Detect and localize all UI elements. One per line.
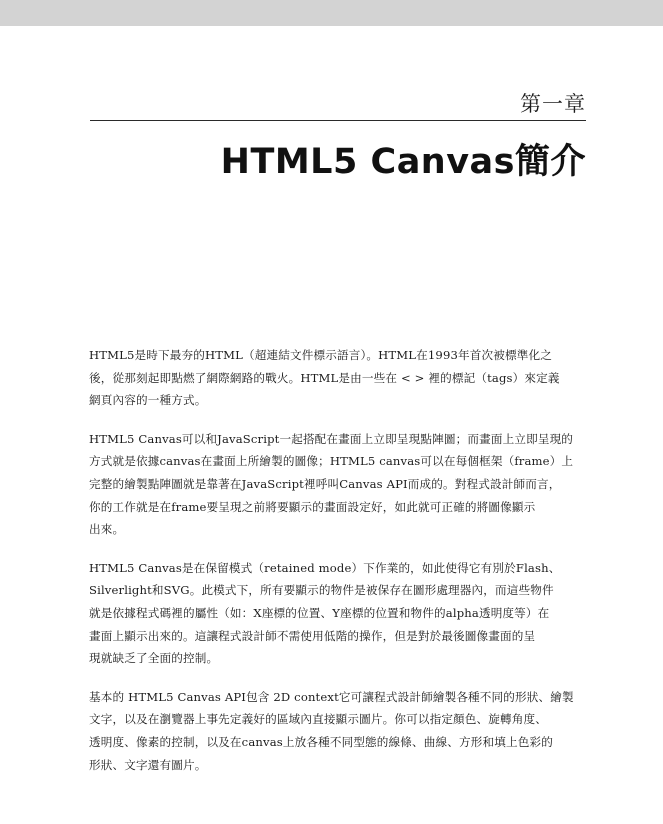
- body-text: [89, 344, 587, 792]
- text-line: 透明度、像素的控制，以及在canvas上放各種不同型態的線條、曲線、方形和填上色彩的: [89, 734, 553, 749]
- chapter-divider: [90, 120, 586, 121]
- text-line: 出來。: [89, 522, 125, 537]
- text-line: HTML5 Canvas可以和JavaScript一起搭配在畫面上立即呈現點陣圖；而畫面上立即呈現的: [89, 431, 574, 446]
- paragraph-retained-mode: [89, 557, 587, 670]
- text-line: 後，從那刻起即點燃了網際網路的戰火。HTML是由一些在 < > 裡的標記（tags）來定義: [89, 370, 560, 385]
- text-line: 完整的繪製點陣圖就是靠著在JavaScript裡呼叫Canvas API而成的。對程式設計師而言，: [89, 476, 561, 491]
- text-line: 文字，以及在瀏覽器上事先定義好的區域內直接顯示圖片。你可以指定顏色、旋轉角度、: [89, 712, 548, 727]
- top-gray-band: [0, 0, 663, 26]
- text-line: HTML5是時下最夯的HTML（超連結文件標示語言）。HTML在1993年首次被標準化之: [89, 348, 552, 362]
- text-line: 就是依據程式碼裡的屬性（如：X座標的位置、Y座標的位置和物件的alpha透明度等）在: [89, 605, 550, 620]
- paragraph-canvas-api: [89, 686, 587, 776]
- text-line: 方式就是依據canvas在畫面上所繪製的圖像；HTML5 canvas可以在每個框架（frame）上: [89, 454, 574, 469]
- text-line: 形狀、文字還有圖片。: [89, 757, 207, 772]
- text-line: Silverlight和SVG。此模式下，所有要顯示的物件是被保存在圖形處理器內，而這些物件: [89, 583, 554, 598]
- text-line: HTML5 Canvas是在保留模式（retained mode）下作業的，如此使得它有別於Flash、: [89, 560, 561, 575]
- paragraph-html5-intro: [89, 344, 587, 412]
- text-line: 你的工作就是在frame要呈現之前將要顯示的畫面設定好，如此就可正確的將圖像顯示: [89, 499, 536, 514]
- text-line: 基本的 HTML5 Canvas API包含 2D context它可讓程式設計師繪製各種不同的形狀、繪製: [89, 689, 574, 704]
- chapter-number: 第一章: [520, 92, 586, 116]
- text-line: 現就缺乏了全面的控制。: [89, 651, 219, 666]
- chapter-title: HTML5 Canvas簡介: [220, 142, 586, 182]
- text-line: 網頁內容的一種方式。: [89, 393, 207, 408]
- paragraph-canvas-javascript: [89, 428, 587, 541]
- text-line: 畫面上顯示出來的。這讓程式設計師不需使用低階的操作，但是對於最後圖像畫面的呈: [89, 628, 536, 643]
